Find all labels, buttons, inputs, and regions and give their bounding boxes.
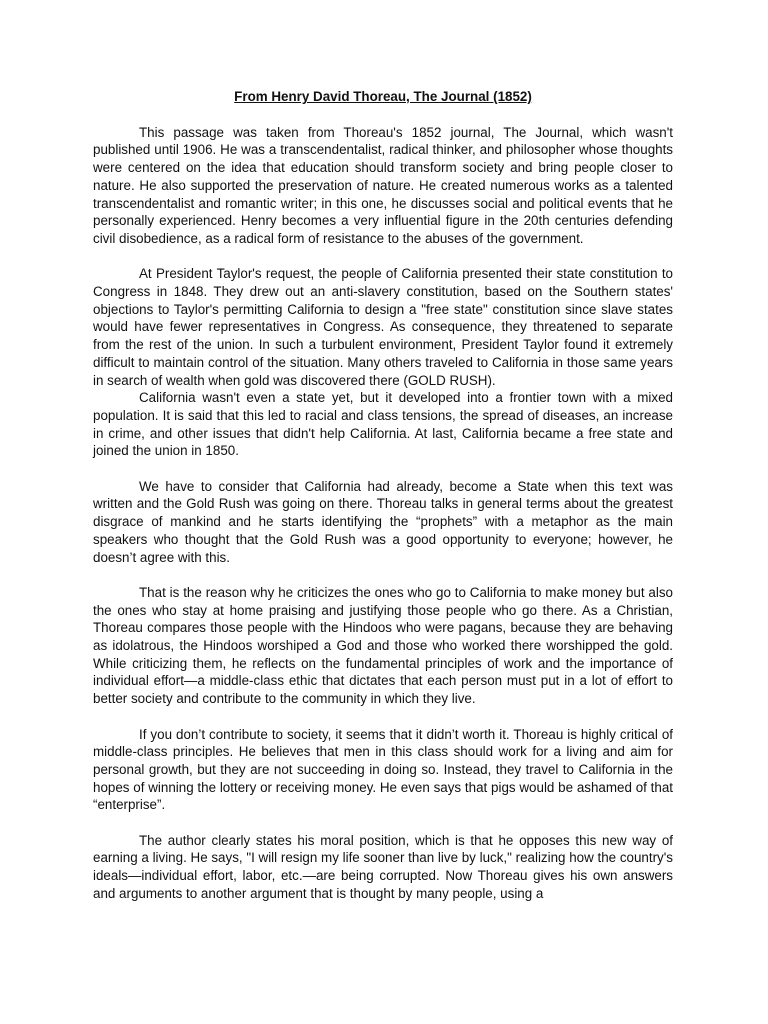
paragraph-intro: This passage was taken from Thoreau's 1852 journal, The Journal, which wasn't published until 1906. He was a transcendentalist, radical thinker, and philosopher whose thoughts were centered on the idea that education should transform society and bring people closer to nature. He also supported the preservation of nature. He created numerous works as a talented transcendentalist and romantic writer; in this one, he discusses social and political events that he personally experienced. Henry becomes a very influential figure in the 20th centuries defending civil disobedience, as a radical form of resistance to the abuses of the government. [93, 124, 673, 246]
paragraph-criticism: That is the reason why he criticizes the ones who go to California to make money but also the ones who stay at home praising and justifying those people who go there. As a Christian, Thoreau compares those people with the Hindoos who were pagans, because they are behaving as idolatrous, the Hindoos worshiped a God and those who worked there worshipped the gold. While criticizing them, he reflects on the fundamental principles of work and the importance of individual effort—a middle-class ethic that dictates that each person must put in a lot of effort to better society and contribute to the community in which they live. [93, 584, 673, 707]
paragraph-contribution: If you don’t contribute to society, it seems that it didn’t worth it. Thoreau is highly critical of middle-class principles. He believes that men in this class should work for a living and aim for personal growth, but they are not succeeding in doing so. Instead, they travel to California in the hopes of winning the lottery or receiving money. He even says that pigs would be ashamed of that “enterprise”. [93, 726, 673, 813]
paragraph-gap [93, 708, 673, 726]
paragraph-gap [93, 460, 673, 478]
paragraph-moral-position: The author clearly states his moral position, which is that he opposes this new way of earning a living. He says, "I will resign my life sooner than live by luck," realizing how the country's ideals—individual effort, labor, etc.—are being corrupted. Now Thoreau gives his own answers and arguments to another argument that is thought by many people, using a [93, 832, 673, 901]
document-title: From Henry David Thoreau, The Journal (1852) [234, 89, 532, 104]
paragraph-taylor: At President Taylor's request, the people of California presented their state constitution to Congress in 1848. They drew out an anti-slavery constitution, based on the Southern states' objections to Taylor's permitting California to design a "free state" constitution since slave states would have fewer representatives in Congress. As consequence, they threatened to separate from the rest of the union. In such a turbulent environment, President Taylor found it extremely difficult to maintain control of the situation. Many others traveled to California in those same years in search of wealth when gold was discovered there (GOLD RUSH). [93, 266, 673, 388]
paragraph-california-state: California wasn't even a state yet, but it developed into a frontier town with a mixed population. It is said that this led to racial and class tensions, the spread of diseases, an increase in crime, and other issues that didn't help California. At last, California became a free state and joined the union in 1850. [93, 390, 673, 459]
document-page [93, 88, 673, 903]
paragraph-gold-rush: We have to consider that California had already, become a State when this text was written and the Gold Rush was going on there. Thoreau talks in general terms about the greatest disgrace of mankind and he starts identifying the “prophets” with a metaphor as the main speakers who thought that the Gold Rush was a good opportunity to everyone; however, he doesn’t agree with this. [93, 478, 673, 565]
paragraph-gap [93, 248, 673, 266]
paragraph-gap [93, 814, 673, 832]
paragraph-gap [93, 566, 673, 584]
